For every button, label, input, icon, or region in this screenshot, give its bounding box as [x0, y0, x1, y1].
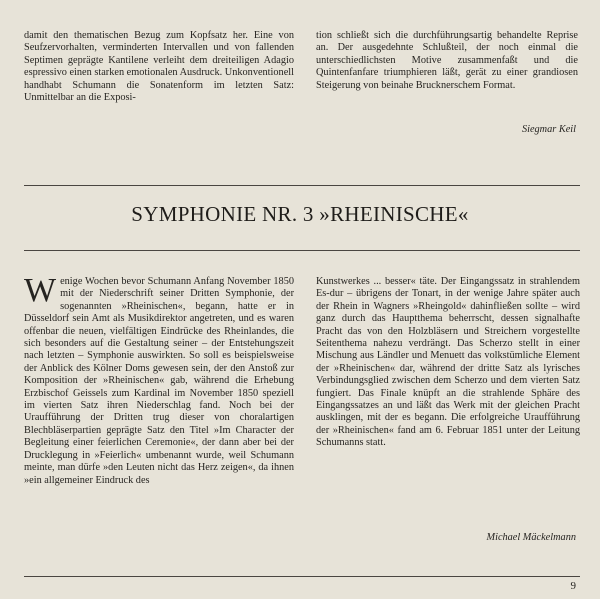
top-right-text: tion schließt sich die durchführungsartig behandelte Reprise an. Der ausgedehnte Schlußteil, der noch einmal die unterschiedlichsten Motive zusammenfaßt und die Quintenfanfare triumphieren läßt, gerät zu einer grandiosen Steigerung von beinahe Brucknerschem Format.	[316, 30, 578, 91]
signature-siegmar-keil: Siegmar Keil	[521, 124, 576, 135]
page-number: 9	[570, 580, 576, 592]
signature-michael-maeckelmann: Michael Mäckelmann	[486, 532, 576, 543]
top-left-column	[24, 30, 294, 104]
top-right-column	[316, 30, 578, 92]
body-left-text: enige Wochen bevor Schumann Anfang November 1850 mit der Niederschrift seiner Dritten Symphonie, der sogenannten »Rheinischen«, begann, hatte er in Düsseldorf sein Amt als Musikdirektor angetreten, und es waren offenbar die neuen, vielfältigen Eindrücke des Rheinlandes, die sich besonders auf die Gestaltung seiner – der Entstehungszeit nach letzten – Symphonie auswirkten. So soll es beispielsweise der Anblick des Kölner Doms gewesen sein, der den Anstoß zur Komposition der »Rheinischen« gab, während die Erhebung Erzbischof Geissels zum Kardinal im November 1850 speziell im vierten Satz ihren Niederschlag fand. Noch bei der Uraufführung der Dritten trug dieser von choralartigen Blechbläserpartien geprägte Satz den Titel »Im Character der Begleitung einer feierlichen Ceremonie«, der dann aber bei der Drucklegung in »Feierlich« umbenannt wurde, weil Schumann meinte, man dürfe »den Leuten nicht das Herz zeigen«, da ihnen »ein allgemeiner Eindruck des	[24, 276, 294, 486]
drop-cap: W	[24, 272, 57, 309]
body-left-column	[24, 272, 294, 487]
divider-top	[24, 185, 580, 186]
divider-bottom	[24, 576, 580, 577]
section-heading: SYMPHONIE NR. 3 »RHEINISCHE«	[131, 202, 469, 226]
top-left-text: damit den thematischen Bezug zum Kopfsatz her. Eine von Seufzervorhalten, verminderten Intervallen und von fallenden Septimen geprägte Kantilene verleiht dem dreiteiligen Adagio espressivo einen starken emotionalen Ausdruck. Unkonventionell handhabt Schumann die Sonatenform im letzten Satz: Unmittelbar an die Exposi-	[24, 30, 294, 104]
body-left-paragraph	[24, 272, 294, 487]
divider-middle	[24, 250, 580, 251]
body-right-column	[316, 276, 580, 450]
body-right-text: Kunstwerkes ... besser« täte. Der Eingangssatz in strahlendem Es-dur – übrigens der Tonart, in der wenige Jahre später auch der Rhein in Wagners »Rheingold« dahinfließen sollte – wird ganz durch das Hauptthema beherrscht, dessen signalhafte Pracht das von den Holzbläsern und Streichern vorgestellte Seitenthema nahezu verdrängt. Das Scherzo stellt in einer Mischung aus Ländler und Menuett das volkstümliche Element der »Rheinischen« dar, während der dritte Satz als lyrisches Verbindungsglied zwischen dem Scherzo und dem vierten Satz fungiert. Das Finale knüpft an die strahlende Sphäre des Eingangssatzes an und läßt das Werk mit der gleichen Pracht ausklingen, mit der es begann. Die erfolgreiche Uraufführung der »Rheinischen« fand am 6. Februar 1851 unter der Leitung Schumanns statt.	[316, 276, 580, 449]
